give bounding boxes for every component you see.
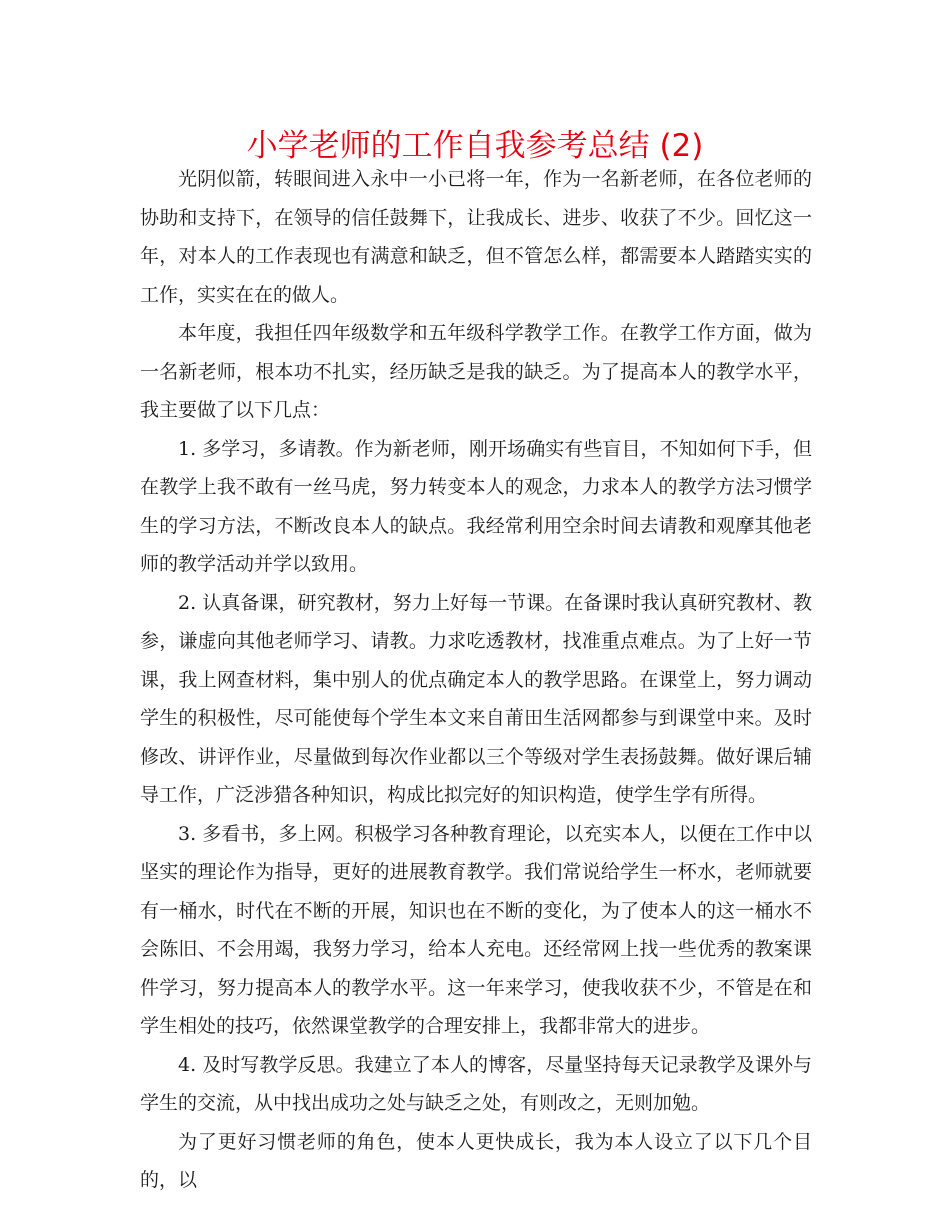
- document-title: 小学老师的工作自我参考总结 (2): [246, 128, 704, 164]
- paragraph: 1. 多学习，多请教。作为新老师，刚开场确实有些盲目，不知如何下手，但在教学上我不敢有一丝马虎，努力转变本人的观念，力求本人的教学方法习惯学生的学习方法，不断改良本人的缺点。我经常利用空余时间去请教和观摩其他老师的教学活动并学以致用。: [140, 437, 812, 575]
- paragraph: 2. 认真备课，研究教材，努力上好每一节课。在备课时我认真研究教材、教参，谦虚向其他老师学习、请教。力求吃透教材，找准重点难点。为了上好一节课，我上网查材料，集中别人的优点确定本人的教学思路。在课堂上，努力调动学生的积极性，尽可能使每个学生本文来自莆田生活网都参与到课堂中来。及时修改、讲评作业，尽量做到每次作业都以三个等级对学生表扬鼓舞。做好课后辅导工作，广泛涉猎各种知识，构成比拟完好的知识构造，使学生学有所得。: [140, 591, 812, 806]
- document-body: [140, 160, 812, 1200]
- paragraph: 光阴似箭，转眼间进入永中一小已将一年，作为一名新老师，在各位老师的协助和支持下，在领导的信任鼓舞下，让我成长、进步、收获了不少。回忆这一年，对本人的工作表现也有满意和缺乏，但不管怎么样，都需要本人踏踏实实的工作，实实在在的做人。: [140, 168, 812, 306]
- paragraph: 3. 多看书，多上网。积极学习各种教育理论，以充实本人，以便在工作中以坚实的理论作为指导，更好的进展教育教学。我们常说给学生一杯水，老师就要有一桶水，时代在不断的开展，知识也在不断的变化，为了使本人的这一桶水不会陈旧、不会用竭，我努力学习，给本人充电。还经常网上找一些优秀的教案课件学习，努力提高本人的教学水平。这一年来学习，使我收获不少，不管是在和学生相处的技巧，依然课堂教学的合理安排上，我都非常大的进步。: [140, 822, 812, 1037]
- paragraph: 4. 及时写教学反思。我建立了本人的博客，尽量坚持每天记录教学及课外与学生的交流，从中找出成功之处与缺乏之处，有则改之，无则加勉。: [140, 1053, 812, 1114]
- paragraph: 本年度，我担任四年级数学和五年级科学教学工作。在教学工作方面，做为一名新老师，根本功不扎实，经历缺乏是我的缺乏。为了提高本人的教学水平，我主要做了以下几点：: [140, 322, 812, 421]
- paragraph: 为了更好习惯老师的角色，使本人更快成长，我为本人设立了以下几个目的，以: [140, 1130, 812, 1191]
